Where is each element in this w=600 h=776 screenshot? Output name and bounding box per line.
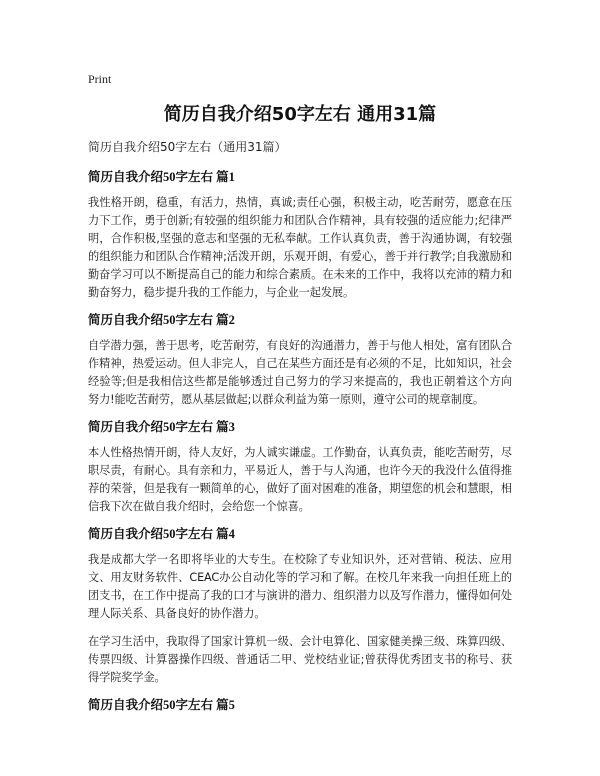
section-heading: 简历自我介绍50字左右 篇3 [88, 420, 235, 434]
section-3 [88, 419, 512, 516]
paragraph: 在学习生活中，我取得了国家计算机一级、会计电算化、国家健美操三级、珠算四级、传票四级、计算器操作四级、普通话二甲、党校结业证;曾获得优秀团支书的称号、获得学院奖学金。 [88, 635, 512, 684]
section-2 [88, 312, 512, 409]
section-heading: 简历自我介绍50字左右 篇1 [88, 170, 235, 184]
section-heading: 简历自我介绍50字左右 篇2 [88, 313, 235, 327]
paragraph: 我是成都大学一名即将毕业的大专生。在校除了专业知识外，还对营销、税法、应用文、用友财务软件、CEAC办公自动化等的学习和了解。在校几年来我一向担任班上的团支书，在工作中提高了我的口才与演讲的潜力、组织潜力以及写作潜力，懂得如何处理人际关系、具备良好的协作潜力。 [88, 553, 512, 620]
section-4 [88, 526, 512, 687]
page-title: 简历自我介绍50字左右 通用31篇 [163, 104, 437, 125]
paragraph: 我性格开朗，稳重，有活力，热情，真诚;责任心强，积极主动，吃苦耐劳，愿意在压力下工作，勇于创新;有较强的组织能力和团队合作精神，具有较强的适应能力;纪律严明，合作积极,坚强的意志和坚强的无私奉献。工作认真负责，善于沟通协调，有较强的组织能力和团队合作精神;活泼开朗，乐观开朗，有爱心，善于并行教学;自我激励和勤奋学习可以不断提高自己的能力和综合素质。在未来的工作中，我将以充沛的精力和勤奋努力，稳步提升我的工作能力，与企业一起发展。 [88, 196, 512, 299]
section-5 [88, 697, 512, 713]
paragraph: 自学潜力强，善于思考，吃苦耐劳，有良好的沟通潜力，善于与他人相处，富有团队合作精神，热爱运动。但人非完人，自己在某些方面还是有必须的不足，比如知识，社会经验等;但是我相信这些都是能够透过自己努力的学习来提高的，我也正朝着这个方向努力!能吃苦耐劳，愿从基层做起;以群众利益为第一原则，遵守公司的规章制度。 [88, 339, 512, 406]
paragraph: 本人性格热情开朗，待人友好，为人诚实谦虚。工作勤奋，认真负责，能吃苦耐劳，尽职尽责，有耐心。具有亲和力，平易近人，善于与人沟通，也许今天的我没什么值得推荐的荣誉，但是我有一颗简单的心，做好了面对困难的准备，期望您的机会和慧眼，相信我下次在做自我介绍时，会给您一个惊喜。 [88, 446, 512, 513]
section-heading: 简历自我介绍50字左右 篇4 [88, 527, 235, 541]
section-heading: 简历自我介绍50字左右 篇5 [88, 698, 235, 712]
print-link[interactable]: Print [88, 72, 112, 86]
section-1 [88, 169, 512, 302]
page-subtitle: 简历自我介绍50字左右（通用31篇） [88, 140, 287, 154]
